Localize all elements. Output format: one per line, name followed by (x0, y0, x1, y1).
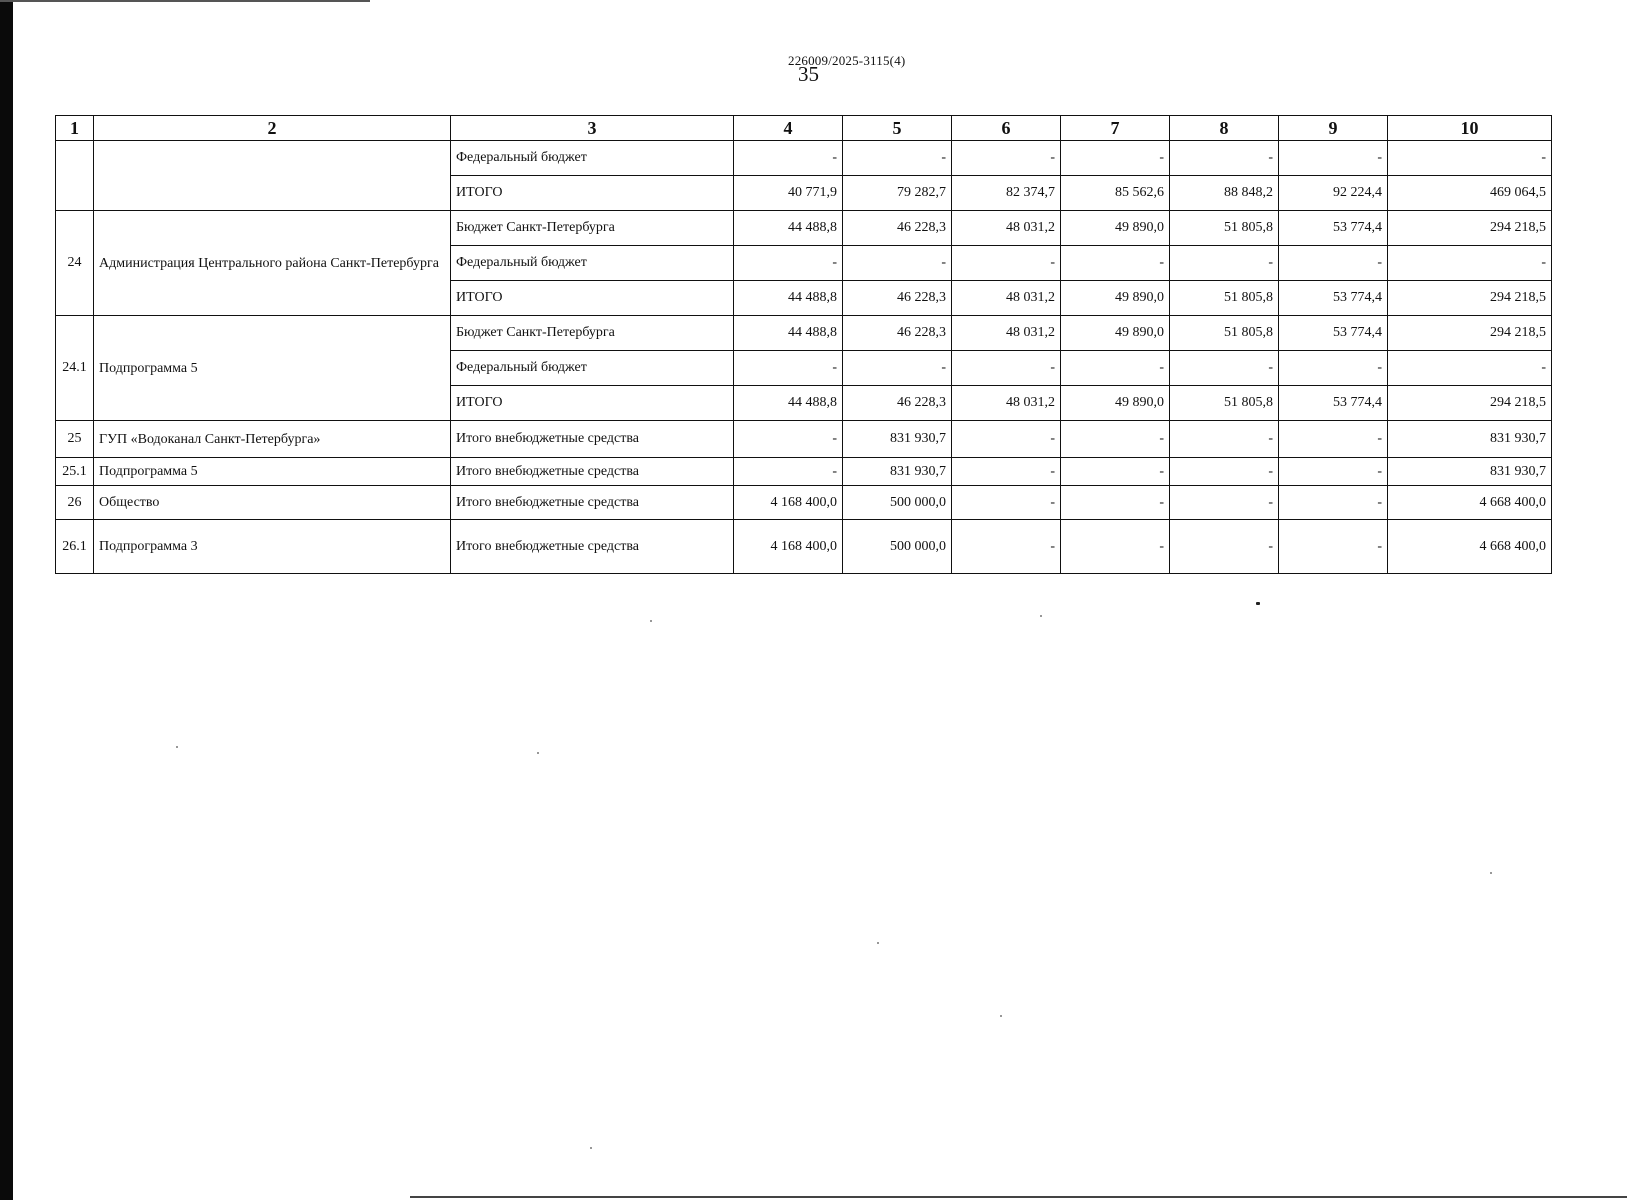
funding-source: Итого внебюджетные средства (451, 520, 734, 574)
total-cell: 294 218,5 (1388, 281, 1552, 316)
value-cell: 51 805,8 (1170, 386, 1279, 421)
value-cell: - (952, 421, 1061, 458)
value-cell: 49 890,0 (1061, 316, 1170, 351)
value-cell: - (1279, 520, 1388, 574)
total-cell: 469 064,5 (1388, 176, 1552, 211)
scan-speck (877, 942, 879, 944)
document-header (760, 50, 960, 90)
value-cell: - (1061, 141, 1170, 176)
table-row (56, 458, 1552, 486)
value-cell: 44 488,8 (734, 316, 843, 351)
value-cell: 40 771,9 (734, 176, 843, 211)
value-cell: - (1170, 246, 1279, 281)
scan-speck (1000, 1015, 1002, 1017)
value-cell: - (952, 458, 1061, 486)
value-cell: 53 774,4 (1279, 316, 1388, 351)
value-cell: - (952, 351, 1061, 386)
value-cell: 46 228,3 (843, 386, 952, 421)
value-cell: - (1061, 421, 1170, 458)
funding-source: Бюджет Санкт-Петербурга (451, 211, 734, 246)
value-cell: 46 228,3 (843, 211, 952, 246)
total-cell: 4 668 400,0 (1388, 520, 1552, 574)
funding-source: Бюджет Санкт-Петербурга (451, 316, 734, 351)
value-cell: - (843, 246, 952, 281)
value-cell: 46 228,3 (843, 281, 952, 316)
row-name: Подпрограмма 5 (94, 458, 451, 486)
row-name: Подпрограмма 5 (94, 316, 451, 421)
value-cell: - (734, 351, 843, 386)
value-cell: 831 930,7 (843, 421, 952, 458)
total-cell: 831 930,7 (1388, 421, 1552, 458)
row-name: ГУП «Водоканал Санкт-Петербурга» (94, 421, 451, 458)
value-cell: 53 774,4 (1279, 211, 1388, 246)
funding-source: Итого внебюджетные средства (451, 486, 734, 520)
value-cell: - (1170, 351, 1279, 386)
value-cell: - (734, 421, 843, 458)
funding-source: ИТОГО (451, 281, 734, 316)
row-number: 25.1 (56, 458, 94, 486)
value-cell: 831 930,7 (843, 458, 952, 486)
scan-speck (1040, 615, 1042, 617)
funding-source: Федеральный бюджет (451, 141, 734, 176)
page-number: 35 (798, 62, 819, 86)
total-cell: - (1388, 141, 1552, 176)
column-header: 2 (94, 116, 451, 141)
column-header: 3 (451, 116, 734, 141)
funding-source: Итого внебюджетные средства (451, 421, 734, 458)
scan-speck (650, 620, 652, 622)
scan-speck (176, 746, 178, 748)
value-cell: - (843, 351, 952, 386)
value-cell: - (1279, 246, 1388, 281)
value-cell: - (734, 458, 843, 486)
value-cell: 92 224,4 (1279, 176, 1388, 211)
value-cell: - (1170, 486, 1279, 520)
table-row (56, 421, 1552, 458)
row-name: Администрация Центрального района Санкт-Петербурга (94, 211, 451, 316)
column-header: 6 (952, 116, 1061, 141)
value-cell: 51 805,8 (1170, 316, 1279, 351)
value-cell: - (1279, 421, 1388, 458)
value-cell: 49 890,0 (1061, 211, 1170, 246)
total-cell: 4 668 400,0 (1388, 486, 1552, 520)
total-cell: 831 930,7 (1388, 458, 1552, 486)
total-cell: - (1388, 351, 1552, 386)
value-cell: 500 000,0 (843, 520, 952, 574)
row-number (56, 141, 94, 211)
value-cell: 48 031,2 (952, 211, 1061, 246)
column-header: 7 (1061, 116, 1170, 141)
scan-line-bottom (410, 1196, 1627, 1198)
value-cell: 4 168 400,0 (734, 486, 843, 520)
column-header: 10 (1388, 116, 1552, 141)
value-cell: 500 000,0 (843, 486, 952, 520)
total-cell: 294 218,5 (1388, 316, 1552, 351)
row-number: 26.1 (56, 520, 94, 574)
value-cell: - (734, 246, 843, 281)
funding-source: Федеральный бюджет (451, 351, 734, 386)
column-header: 8 (1170, 116, 1279, 141)
value-cell: - (952, 520, 1061, 574)
row-number: 25 (56, 421, 94, 458)
value-cell: - (734, 141, 843, 176)
table-row (56, 520, 1552, 574)
value-cell: 44 488,8 (734, 211, 843, 246)
value-cell: - (1279, 486, 1388, 520)
row-number: 26 (56, 486, 94, 520)
scan-edge-left (0, 0, 13, 1200)
total-cell: 294 218,5 (1388, 386, 1552, 421)
scan-speck (590, 1147, 592, 1149)
column-header: 4 (734, 116, 843, 141)
value-cell: - (1170, 520, 1279, 574)
value-cell: - (952, 246, 1061, 281)
value-cell: 48 031,2 (952, 281, 1061, 316)
scan-speck (1490, 872, 1492, 874)
value-cell: 49 890,0 (1061, 386, 1170, 421)
scan-line-top (0, 0, 370, 2)
value-cell: 88 848,2 (1170, 176, 1279, 211)
value-cell: 44 488,8 (734, 386, 843, 421)
value-cell: - (1061, 486, 1170, 520)
scan-speck (1256, 602, 1260, 605)
value-cell: - (1279, 458, 1388, 486)
value-cell: 48 031,2 (952, 316, 1061, 351)
value-cell: 44 488,8 (734, 281, 843, 316)
value-cell: - (1061, 520, 1170, 574)
table-row (56, 211, 1552, 246)
value-cell: - (1279, 141, 1388, 176)
column-header: 5 (843, 116, 952, 141)
value-cell: - (1061, 246, 1170, 281)
value-cell: - (1170, 421, 1279, 458)
value-cell: 51 805,8 (1170, 211, 1279, 246)
value-cell: - (952, 141, 1061, 176)
table-row (56, 316, 1552, 351)
row-number: 24.1 (56, 316, 94, 421)
budget-table (55, 115, 1552, 574)
value-cell: 79 282,7 (843, 176, 952, 211)
value-cell: - (1061, 458, 1170, 486)
value-cell: - (1061, 351, 1170, 386)
funding-source: ИТОГО (451, 176, 734, 211)
value-cell: - (1279, 351, 1388, 386)
registration-number: 226009/2025-3115(4) (788, 53, 906, 68)
value-cell: 46 228,3 (843, 316, 952, 351)
value-cell: 48 031,2 (952, 386, 1061, 421)
table-row (56, 141, 1552, 176)
column-header: 1 (56, 116, 94, 141)
funding-source: ИТОГО (451, 386, 734, 421)
total-cell: 294 218,5 (1388, 211, 1552, 246)
value-cell: - (1170, 141, 1279, 176)
value-cell: 82 374,7 (952, 176, 1061, 211)
value-cell: 49 890,0 (1061, 281, 1170, 316)
funding-source: Итого внебюджетные средства (451, 458, 734, 486)
column-number-row (56, 116, 1552, 141)
value-cell: - (1170, 458, 1279, 486)
funding-source: Федеральный бюджет (451, 246, 734, 281)
value-cell: 4 168 400,0 (734, 520, 843, 574)
row-name (94, 141, 451, 211)
table-row (56, 486, 1552, 520)
value-cell: 53 774,4 (1279, 386, 1388, 421)
column-header: 9 (1279, 116, 1388, 141)
value-cell: - (843, 141, 952, 176)
row-name: Общество (94, 486, 451, 520)
scan-speck (537, 752, 539, 754)
total-cell: - (1388, 246, 1552, 281)
value-cell: 51 805,8 (1170, 281, 1279, 316)
row-number: 24 (56, 211, 94, 316)
value-cell: - (952, 486, 1061, 520)
value-cell: 53 774,4 (1279, 281, 1388, 316)
row-name: Подпрограмма 3 (94, 520, 451, 574)
value-cell: 85 562,6 (1061, 176, 1170, 211)
